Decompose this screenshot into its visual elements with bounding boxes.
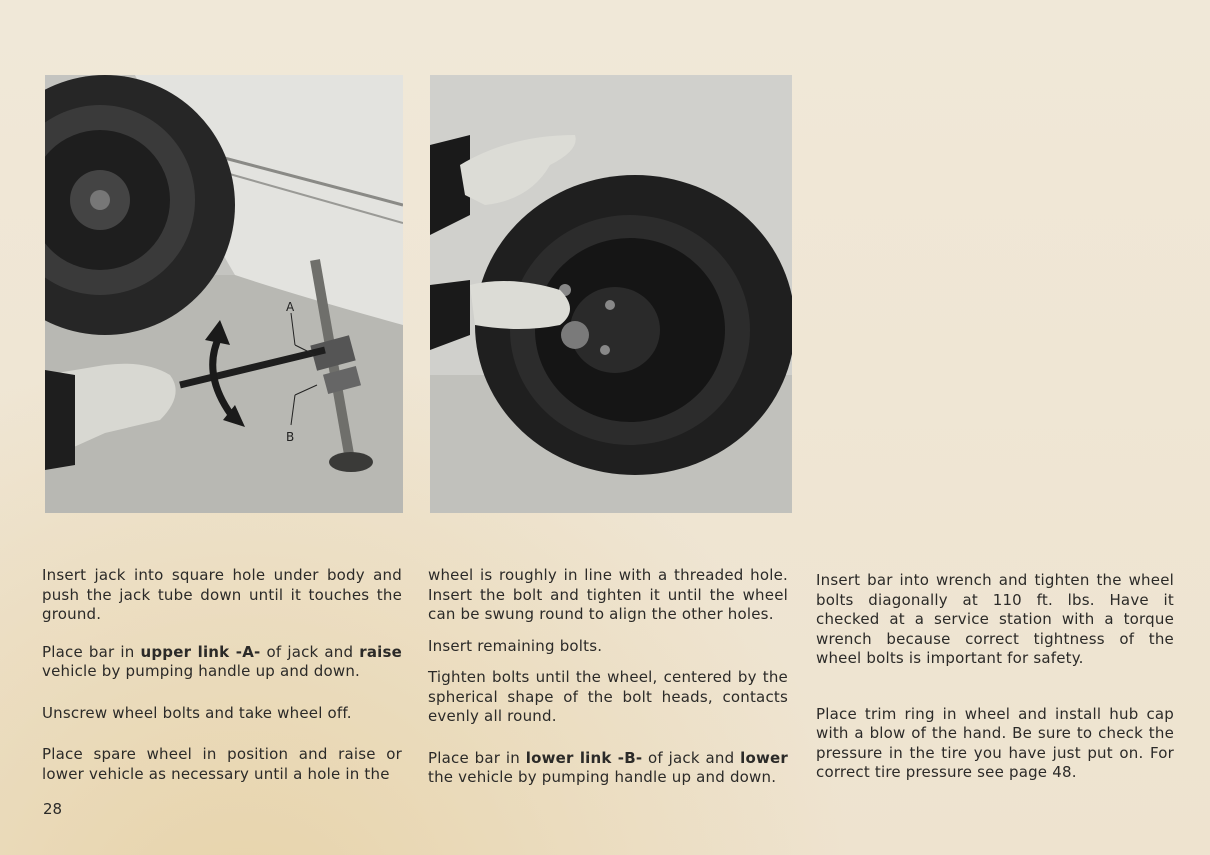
paragraph: Place trim ring in wheel and install hub cap with a blow of the hand. Be sure to check the pressure in the tire you have just put on. For correct tire pressure see page 48. bbox=[816, 704, 1174, 781]
paragraph: Unscrew wheel bolts and take wheel off. bbox=[42, 703, 352, 722]
paragraph: Place bar in upper link -A- of jack and raise vehicle by pumping handle up and down. bbox=[42, 642, 402, 680]
paragraph: Insert bar into wrench and tighten the wheel bolts diagonally at 110 ft. lbs. Have it checked at a service station with a torque wrench because correct tightness of the wheel bolts is important for safety. bbox=[816, 571, 1174, 667]
paragraph: Insert remaining bolts. bbox=[428, 636, 603, 655]
callout-a-label: A bbox=[286, 300, 295, 314]
text-column-right bbox=[816, 571, 1174, 783]
text-column-middle bbox=[428, 566, 788, 788]
callout-b-label: B bbox=[286, 430, 295, 444]
paragraph: Tighten bolts until the wheel, centered by the spherical shape of the bolt heads, contacts evenly all round. bbox=[428, 668, 788, 725]
text-column-left bbox=[42, 566, 402, 784]
wheel-photo bbox=[430, 75, 792, 513]
page-number: 28 bbox=[43, 800, 63, 818]
paragraph: wheel is roughly in line with a threaded hole. Insert the bolt and tighten it until the wheel can be swung round to align the other holes. bbox=[428, 566, 788, 623]
jack-photo bbox=[45, 75, 403, 513]
paragraph: Place bar in lower link -B- of jack and lower the vehicle by pumping handle up and down. bbox=[428, 748, 788, 786]
paragraph: Insert jack into square hole under body and push the jack tube down until it touches the ground. bbox=[42, 566, 402, 623]
paragraph: Place spare wheel in position and raise or lower vehicle as necessary until a hole in the bbox=[42, 745, 402, 783]
